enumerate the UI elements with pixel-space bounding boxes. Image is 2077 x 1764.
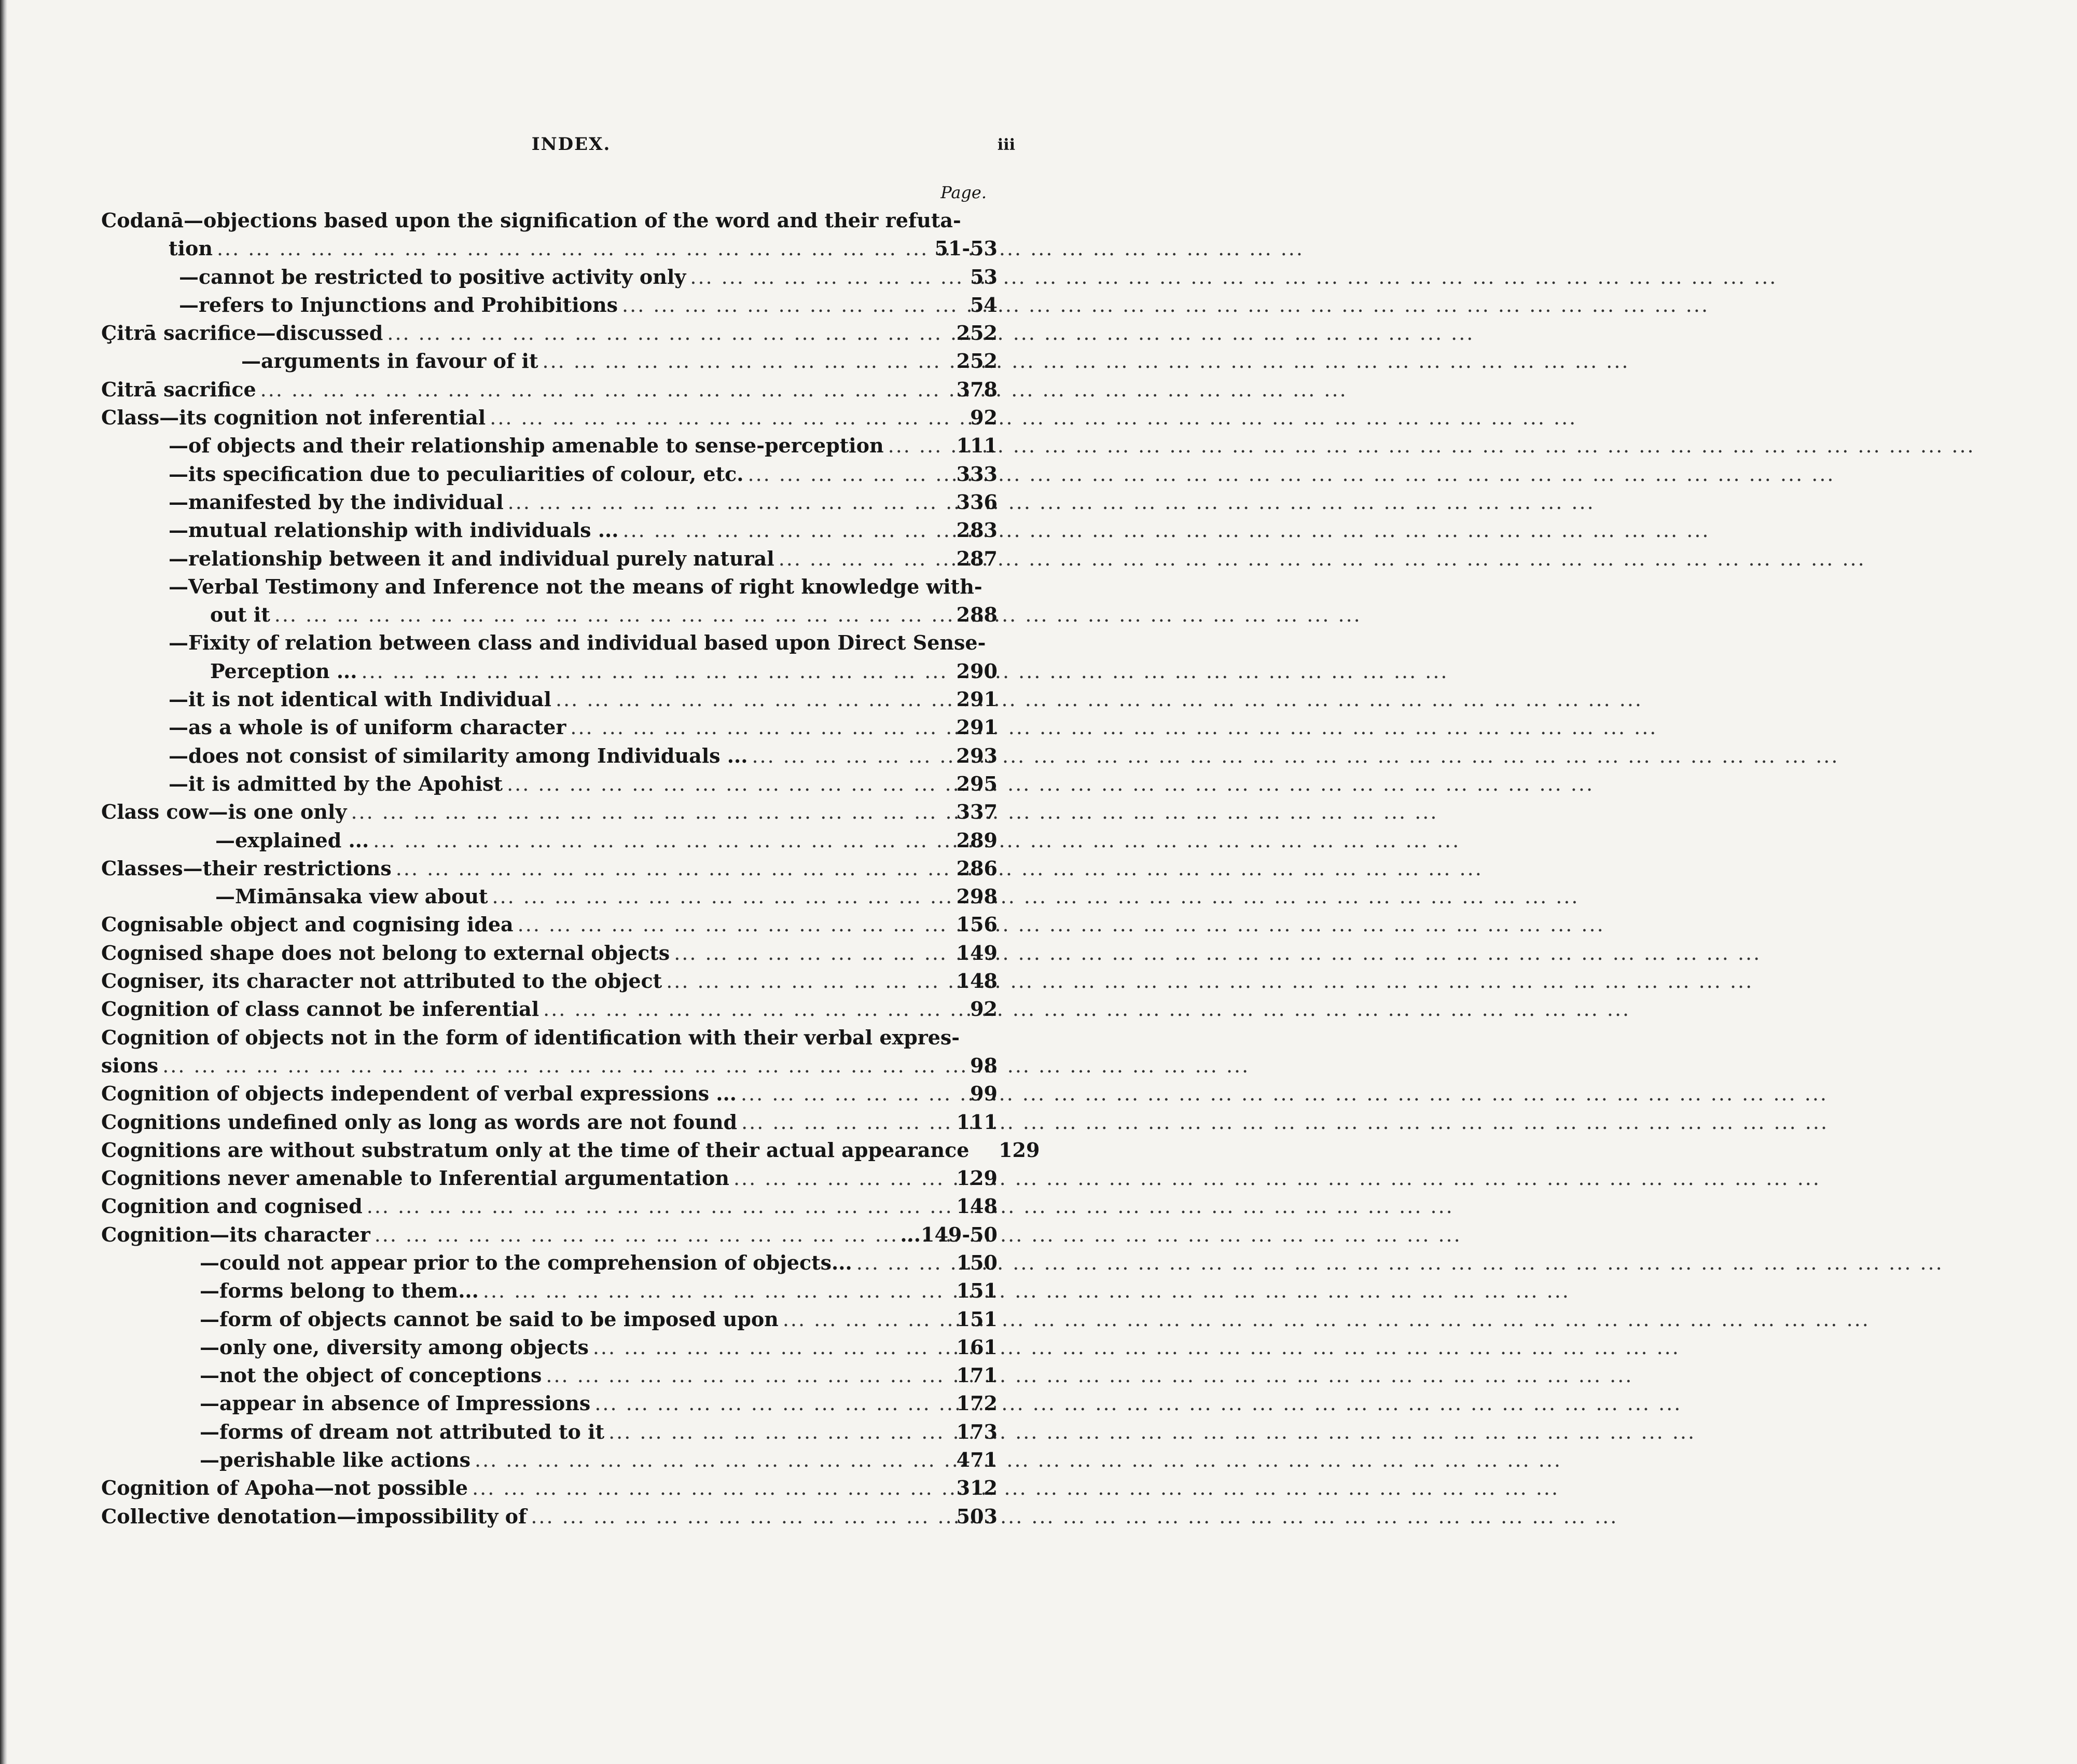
index-entry — [101, 800, 998, 828]
index-entry-page: 129 — [999, 1138, 1040, 1162]
index-entry-page: 99 — [970, 1082, 998, 1106]
index-entry-text: Cogniser, its character not attributed to the object — [101, 969, 662, 993]
index-entry — [101, 1166, 998, 1194]
dot-leader — [383, 322, 951, 344]
index-entry — [101, 997, 998, 1025]
index-entry-text: —it is not identical with Individual — [169, 687, 551, 711]
index-entry-page: 156 — [956, 913, 998, 936]
index-entry-page: 151 — [956, 1307, 998, 1331]
dot-leader — [662, 970, 951, 993]
index-entry — [101, 1082, 998, 1110]
index-entry-page: 312 — [956, 1476, 998, 1500]
index-entry-page: 98 — [970, 1053, 998, 1077]
index-entry — [101, 1279, 998, 1307]
index-entry-page: 293 — [956, 743, 998, 767]
index-entry-text: —perishable like actions — [200, 1448, 470, 1472]
dot-leader — [737, 1111, 951, 1134]
index-entry — [101, 1251, 998, 1279]
index-entry-text: —it is admitted by the Apohist — [169, 771, 503, 795]
dot-leader — [589, 1336, 951, 1359]
index-entry — [101, 603, 998, 631]
index-entry-page: 289 — [956, 828, 998, 852]
index-entry-text: —could not appear prior to the comprehension of objects... — [200, 1250, 852, 1274]
index-entry-page: 283 — [956, 518, 998, 542]
index-entry-page: 150 — [956, 1250, 998, 1274]
dot-leader — [774, 547, 951, 570]
index-entry-page: 92 — [970, 997, 998, 1021]
index-entry — [101, 857, 998, 885]
index-entry-text: Cognition of objects not in the form of identification with their verbal expres- — [101, 1025, 960, 1049]
index-entry-page: 92 — [970, 406, 998, 430]
index-entry-text: —appear in absence of Impressions — [200, 1391, 591, 1415]
index-entry-text: —Mimānsaka view about — [215, 885, 488, 908]
dot-leader — [392, 857, 951, 880]
dot-leader — [470, 1449, 951, 1471]
dot-leader — [539, 998, 951, 1021]
index-entry-page: 161 — [956, 1335, 998, 1359]
index-entry — [101, 321, 998, 349]
index-entry — [101, 378, 998, 406]
index-entry — [101, 265, 998, 293]
index-entry-text: —form of objects cannot be said to be imposed upon — [200, 1307, 779, 1331]
dot-leader — [370, 1223, 901, 1246]
index-entry-text: Collective denotation—impossibility of — [101, 1504, 527, 1528]
dot-leader — [686, 266, 951, 288]
index-entry-text: Cognitions are without substratum only at the time of their actual appearance — [101, 1138, 970, 1162]
index-entry-page: 111 — [956, 1110, 998, 1134]
index-entry-page: 378 — [956, 377, 998, 401]
index-entry-text: —Verbal Testimony and Inference not the means of right knowledge with- — [169, 574, 982, 598]
index-entry-page: 288 — [956, 603, 998, 627]
dot-leader — [514, 913, 951, 936]
dot-leader — [747, 745, 951, 767]
index-entry-text: Çitrā sacrifice—discussed — [101, 321, 383, 345]
index-entry-text: —Fixity of relation between class and individual based upon Direct Sense- — [169, 631, 986, 655]
dot-leader — [213, 237, 934, 260]
index-entry — [101, 1054, 998, 1082]
dot-leader — [604, 1421, 951, 1443]
index-entry — [101, 829, 998, 857]
index-entry-page: 333 — [956, 462, 998, 486]
dot-leader — [619, 519, 951, 542]
index-entry — [101, 715, 998, 743]
index-entry — [101, 1194, 998, 1222]
dot-leader — [590, 1392, 951, 1415]
index-entry-page: 252 — [956, 349, 998, 373]
index-entry-text: —does not consist of similarity among Individuals ... — [169, 743, 748, 767]
index-entry — [101, 969, 998, 997]
index-entry-text: —arguments in favour of it — [241, 349, 538, 373]
index-entry-page: 291 — [956, 687, 998, 711]
index-entry-page: 298 — [956, 885, 998, 908]
dot-leader — [670, 942, 951, 964]
index-entry-text: Citrā sacrifice — [101, 377, 256, 401]
index-entry — [101, 462, 998, 490]
index-entry-page: 151 — [956, 1279, 998, 1303]
index-entry-page: 171 — [956, 1363, 998, 1387]
index-entry — [101, 1505, 998, 1533]
index-entry — [101, 1110, 998, 1138]
dot-leader — [566, 716, 951, 739]
page-header-title: INDEX. — [531, 134, 611, 155]
index-entry — [101, 490, 998, 518]
index-entry-page: 53 — [970, 265, 998, 288]
index-entry-page: 149 — [956, 941, 998, 964]
index-entry — [101, 885, 998, 913]
index-entry — [101, 406, 998, 434]
index-entry-page: 286 — [956, 856, 998, 880]
index-entry — [101, 518, 998, 546]
index-entry-text: —as a whole is of uniform character — [169, 715, 566, 739]
index-entry-page: 291 — [956, 715, 998, 739]
index-entry — [101, 1448, 998, 1476]
index-entry-text: —cannot be restricted to positive activity only — [179, 265, 686, 288]
dot-leader — [538, 350, 951, 373]
index-entry — [101, 1363, 998, 1391]
index-entry — [101, 1307, 998, 1335]
index-entry-text: —only one, diversity among objects — [200, 1335, 589, 1359]
index-entry — [101, 744, 998, 772]
index-entry-text: tion — [169, 237, 213, 260]
index-entry — [101, 237, 998, 265]
index-entry-text: Classes—their restrictions — [101, 856, 392, 880]
index-entry-page: 471 — [956, 1448, 998, 1472]
dot-leader — [779, 1308, 951, 1331]
index-entry-page: 336 — [956, 490, 998, 514]
dot-leader — [503, 773, 951, 795]
index-entry — [101, 1026, 998, 1054]
index-entry-text: out it — [210, 603, 270, 627]
index-entry — [101, 772, 998, 800]
index-entry — [101, 941, 998, 969]
index-entry — [101, 1391, 998, 1420]
index-entry-page: 111 — [956, 434, 998, 458]
index-entry-text: Cognitions undefined only as long as words are not found — [101, 1110, 738, 1134]
dot-leader — [479, 1279, 951, 1302]
dot-leader — [618, 294, 951, 316]
index-entry-page: 337 — [956, 800, 998, 824]
index-entry-text: Cognition—its character — [101, 1222, 370, 1246]
index-entry-text: —its specification due to peculiarities of colour, etc. — [169, 462, 744, 486]
index-entry — [101, 293, 998, 321]
index-entry — [101, 913, 998, 941]
index-entry — [101, 659, 998, 687]
index-entry — [101, 687, 998, 715]
dot-leader — [551, 688, 951, 711]
index-entry-text: —relationship between it and individual purely natural — [169, 546, 774, 570]
dot-leader — [527, 1505, 951, 1528]
dot-leader — [363, 1195, 951, 1218]
dot-leader — [884, 434, 951, 457]
index-entry-text: —mutual relationship with individuals ... — [169, 518, 619, 542]
dot-leader — [737, 1082, 951, 1105]
index-entry-page: 54 — [970, 293, 998, 316]
index-entry — [101, 349, 998, 377]
dot-leader — [504, 491, 951, 514]
index-entry-text: Class—its cognition not inferential — [101, 406, 486, 430]
index-entry-page: 290 — [956, 659, 998, 683]
page-header-number: iii — [997, 136, 1015, 154]
index-entry-text: Cognisable object and cognising idea — [101, 913, 514, 936]
index-entry — [101, 1476, 998, 1504]
index-entry — [101, 575, 998, 603]
index-entry-text: —explained ... — [215, 828, 369, 852]
index-entry-text: Cognised shape does not belong to external objects — [101, 941, 670, 964]
index-entry — [101, 631, 998, 659]
index-entry — [101, 1335, 998, 1363]
index-entry — [101, 1138, 1040, 1166]
index-entry-text: —of objects and their relationship amenable to sense-perception — [169, 434, 884, 458]
dot-leader — [486, 406, 951, 429]
index-entry-page: 129 — [956, 1166, 998, 1190]
index-entry-text: Cognition of class cannot be inferential — [101, 997, 539, 1021]
index-entry-text: —refers to Injunctions and Prohibitions — [179, 293, 618, 316]
index-entry — [101, 1223, 998, 1251]
index-entry-text: sions — [101, 1053, 159, 1077]
index-entry-text: —not the object of conceptions — [200, 1363, 542, 1387]
index-entry-text: Codanā—objections based upon the signification of the word and their refuta- — [101, 209, 961, 232]
dot-leader — [357, 660, 951, 683]
index-entry-page: 173 — [956, 1420, 998, 1443]
dot-leader — [488, 885, 951, 908]
index-entry — [101, 547, 998, 575]
index-entry-page: 148 — [956, 1194, 998, 1218]
dot-leader — [270, 603, 951, 626]
index-entry-text: Class cow—is one only — [101, 800, 347, 824]
index-entry-text: Perception ... — [210, 659, 357, 683]
dot-leader — [542, 1364, 951, 1387]
index-entry-text: Cognitions never amenable to Inferential argumentation — [101, 1166, 729, 1190]
page-column-label: Page. — [940, 183, 987, 202]
index-entry-text: —forms belong to them... — [200, 1279, 479, 1303]
dot-leader — [369, 829, 951, 852]
index-entry-page: 503 — [956, 1504, 998, 1528]
index-entry — [101, 1420, 998, 1448]
index-entry-text: Cognition of Apoha—not possible — [101, 1476, 468, 1500]
scan-edge — [0, 0, 7, 1764]
index-entry-page: 252 — [956, 321, 998, 345]
index-entry-page: 172 — [956, 1391, 998, 1415]
index-entry-text: Cognition of objects independent of verbal expressions ... — [101, 1082, 737, 1106]
dot-leader — [158, 1054, 951, 1077]
index-entry-text: —manifested by the individual — [169, 490, 504, 514]
dot-leader — [468, 1477, 951, 1499]
index-entry — [101, 434, 998, 462]
index-list — [101, 209, 1040, 1533]
index-entry-page: 295 — [956, 771, 998, 795]
index-entry-page: 51-53 — [934, 237, 998, 260]
index-entry-text: Cognition and cognised — [101, 1194, 363, 1218]
index-entry-page: ...149-50 — [900, 1222, 998, 1246]
index-entry-page: 148 — [956, 969, 998, 993]
dot-leader — [729, 1167, 951, 1190]
index-entry-page: 287 — [956, 546, 998, 570]
dot-leader — [744, 463, 951, 486]
dot-leader — [347, 801, 951, 823]
index-entry — [101, 209, 998, 237]
dot-leader — [256, 378, 951, 401]
index-entry-text: —forms of dream not attributed to it — [200, 1420, 605, 1443]
dot-leader — [852, 1251, 951, 1274]
